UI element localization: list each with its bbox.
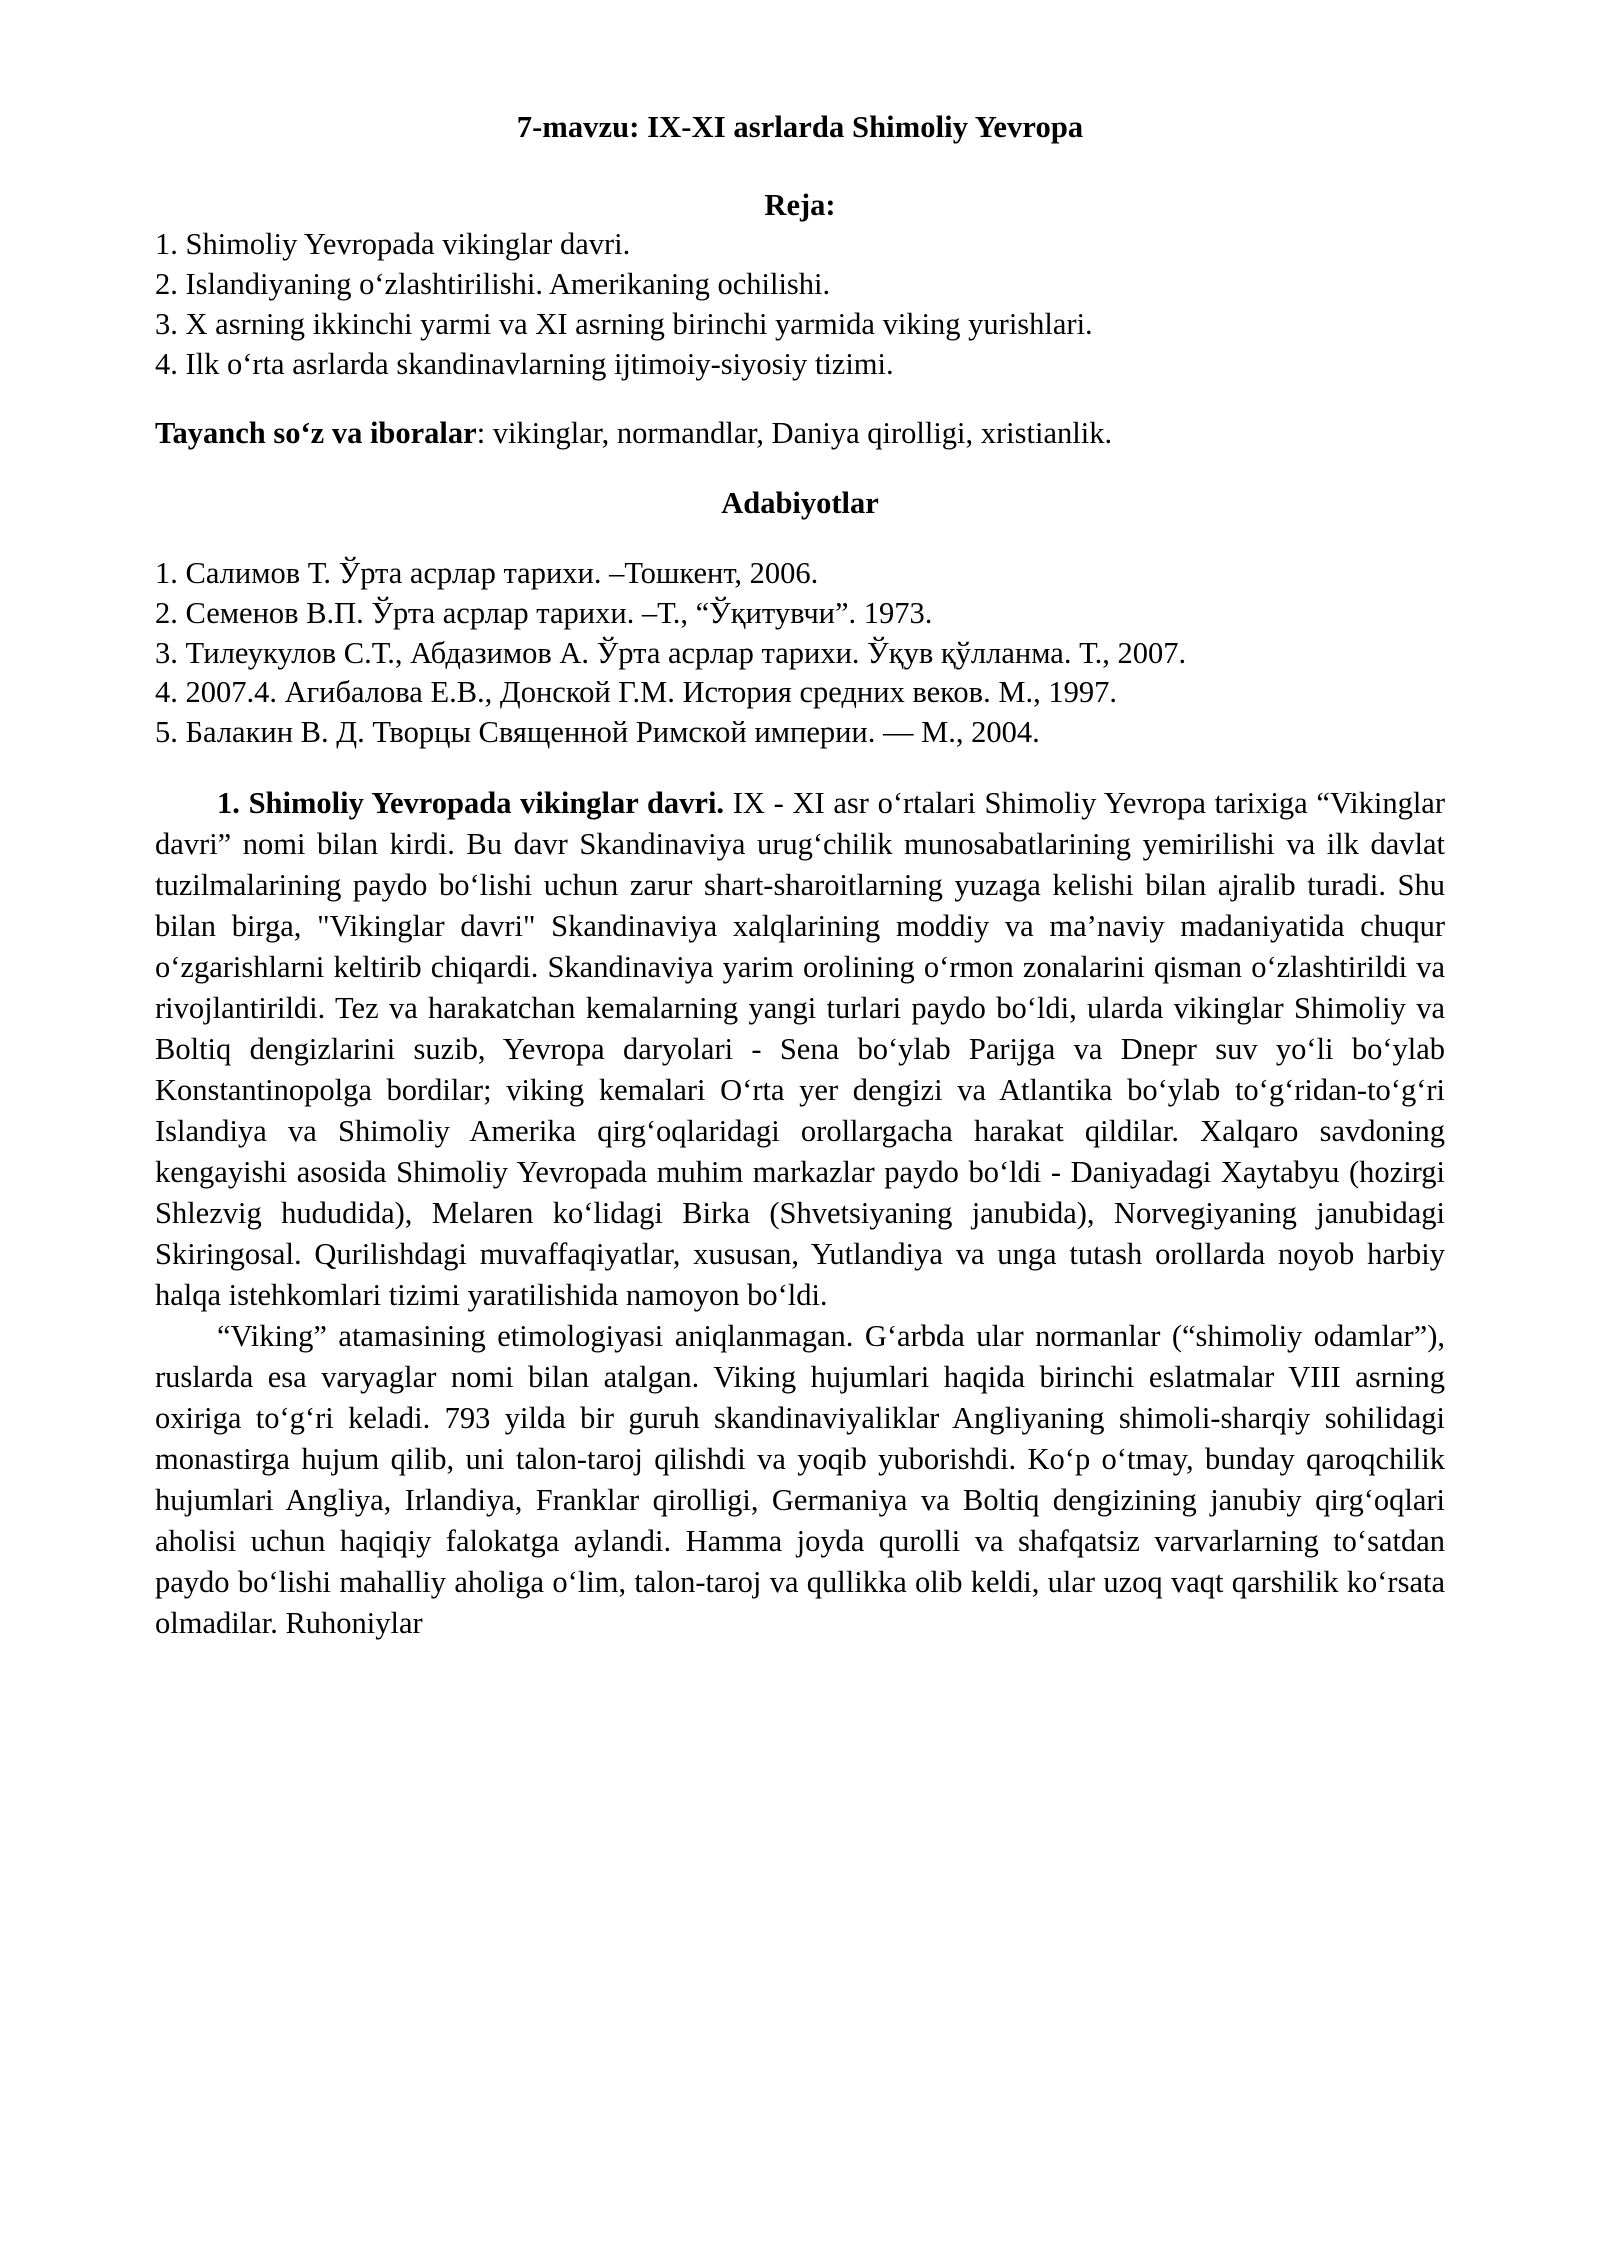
spacer xyxy=(155,454,1445,484)
page-title: 7-mavzu: IX-XI asrlarda Shimoliy Yevropa xyxy=(516,110,1084,144)
spacer xyxy=(155,753,1445,783)
reference-item-5: 5. Балакин В. Д. Творцы Священной Римской империи. — М., 2004. xyxy=(155,715,1040,750)
keywords-line xyxy=(155,414,1445,454)
spacer xyxy=(155,156,1445,186)
references-heading: Adabiyotlar xyxy=(721,486,879,521)
spacer xyxy=(155,524,1445,554)
section-1-label: 1. Shimoliy Yevropada vikinglar davri. xyxy=(217,785,725,820)
plan-item-2: 2. Islandiyaning o‘zlashtirilishi. Amerikaning ochilishi. xyxy=(155,267,831,302)
plan-item-1: 1. Shimoliy Yevropada vikinglar davri. xyxy=(155,227,631,262)
plan-heading: Reja: xyxy=(764,187,836,222)
section-1-paragraph xyxy=(155,783,1445,1316)
reference-item-1: 1. Салимов Т. Ўрта асрлар тарихи. –Тошкент, 2006. xyxy=(155,555,819,590)
plan-list xyxy=(155,225,1445,384)
plan-item-4: 4. Ilk o‘rta asrlarda skandinavlarning ijtimoiy-siyosiy tizimi. xyxy=(155,346,894,381)
plan-item-3: 3. X asrning ikkinchi yarmi va XI asrning birinchi yarmida viking yurishlari. xyxy=(155,306,1093,341)
reference-item-2: 2. Семенов В.П. Ўрта асрлар тарихи. –Т., “Ўқитувчи”. 1973. xyxy=(155,595,933,630)
keywords-value: : vikinglar, normandlar, Daniya qirolligi, xristianlik. xyxy=(476,416,1113,451)
section-1-text: IX - XI asr o‘rtalari Shimoliy Yevropa tarixiga “Vikinglar davri” nomi bilan kirdi. Bu davr Skandinaviya urug‘chilik munosabatlarining yemirilishi va ilk davlat tuzilmalarining paydo bo‘lishi uchun zarur shart-sharoitlarning yuzaga kelishi bilan ajralib turadi. Shu bilan birga, "Vikinglar davri" Skandinaviya xalqlarining moddiy va ma’naviy madaniyatida chuqur o‘zgarishlarni keltirib chiqardi. Skandinaviya yarim orolining o‘rmon zonalarini qisman o‘zlashtirildi va rivojlantirildi. Tez va harakatchan kemalarning yangi turlari paydo bo‘ldi, ularda vikinglar Shimoliy va Boltiq dengizlarini suzib, Yevropa daryolari - Sena bo‘ylab Parijga va Dnepr suv yo‘li bo‘ylab Konstantinopolga bordilar; viking kemalari O‘rta yer dengizi va Atlantika bo‘ylab to‘g‘ridan-to‘g‘ri Islandiya va Shimoliy Amerika qirg‘oqlaridagi orollargacha harakat qildilar. Xalqaro savdoning kengayishi asosida Shimoliy Yevropada muhim markazlar paydo bo‘ldi - Daniyadagi Xaytabyu (hozirgi Shlezvig hududida), Melaren ko‘lidagi Birka (Shvetsiyaning janubida), Norvegiyaning janubidagi Skiringosal. Qurilishdagi muvaffaqiyatlar, xususan, Yutlandiya va unga tutash orollarda noyob harbiy halqa istehkomlari tizimi yaratilishida namoyon bo‘ldi. xyxy=(155,785,1446,1313)
paragraph-2: “Viking” atamasining etimologiyasi aniqlanmagan. G‘arbda ular normanlar (“shimoliy odamlar”), ruslarda esa varyaglar nomi bilan atalgan. Viking hujumlari haqida birinchi eslatmalar VIII asrning oxiriga to‘g‘ri keladi. 793 yilda bir guruh skandinaviyaliklar Angliyaning shimoli-sharqiy sohilidagi monastirga hujum qilib, uni talon-taroj qilishdi va yoqib yuborishdi. Ko‘p o‘tmay, bunday qaroqchilik hujumlari Angliya, Irlandiya, Franklar qirolligi, Germaniya va Boltiq dengizining janubiy qirg‘oqlari aholisi uchun haqiqiy falokatga aylandi. Hamma joyda qurolli va shafqatsiz varvarlarning to‘satdan paydo bo‘lishi mahalliy aholiga o‘lim, talon-taroj va qullikka olib keldi, ular uzoq vaqt qarshilik ko‘rsata olmadilar. Ruhoniylar xyxy=(155,1319,1445,1641)
reference-item-3: 3. Тилеукулов С.Т., Абдазимов А. Ўрта асрлар тарихи. Ўқув қўлланма. Т., 2007. xyxy=(155,635,1187,670)
document-body xyxy=(155,108,1445,1644)
spacer xyxy=(155,384,1445,414)
keywords-label: Tayanch so‘z va iboralar xyxy=(155,416,477,451)
reference-item-4: 4. 2007.4. Агибалова Е.В., Донской Г.М. История средних веков. М., 1997. xyxy=(155,675,1117,710)
references-list xyxy=(155,554,1445,753)
